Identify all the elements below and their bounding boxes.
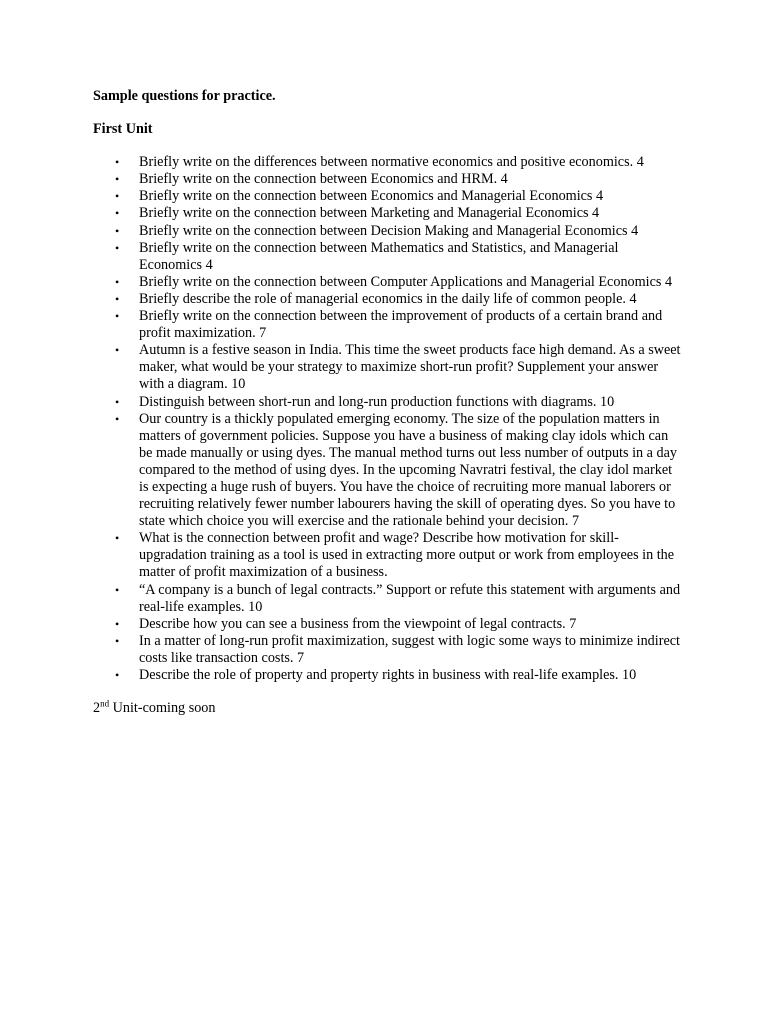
question-text: Briefly write on the connection between Computer Applications and Managerial Economics 4 — [139, 273, 673, 290]
question-list — [93, 154, 683, 684]
question-text: Distinguish between short-run and long-run production functions with diagrams. 10 — [139, 393, 615, 410]
bullet-icon: • — [115, 394, 120, 409]
question-item — [93, 240, 683, 274]
bullet-icon: • — [115, 411, 120, 426]
second-unit-note — [93, 700, 683, 717]
question-text: Briefly describe the role of managerial economics in the daily life of common people. 4 — [139, 290, 637, 307]
question-text: Briefly write on the connection between Economics and Managerial Economics 4 — [139, 188, 604, 205]
question-item — [93, 411, 683, 531]
question-text: Briefly write on the connection between Decision Making and Managerial Economics 4 — [139, 222, 639, 239]
coming-soon-text: Unit-coming soon — [109, 700, 216, 717]
question-item — [93, 582, 683, 616]
question-item — [93, 205, 683, 222]
bullet-icon: • — [115, 633, 120, 648]
question-item — [93, 616, 683, 633]
question-text: Briefly write on the connection between Mathematics and Statistics, and Managerial Economics 4 — [139, 239, 619, 273]
question-text: Our country is a thickly populated emerging economy. The size of the population matters in matters of government policies. Suppose you have a business of making clay idols which can be made manually or using dyes. The manual method turns out less number of outputs in a day compared to the method of using dyes. In the upcoming Navratri festival, the clay idol market is expecting a huge rush of buyers. You have the choice of recruiting more manual laborers or recruiting relatively fewer number labourers having the skill of operating dyes. So you have to state which choice you will exercise and the rationale behind your decision. 7 — [139, 410, 677, 530]
question-item — [93, 291, 683, 308]
document-title: Sample questions for practice. — [93, 88, 276, 104]
question-item — [93, 274, 683, 291]
unit-number: 2 — [93, 700, 101, 717]
bullet-icon: • — [115, 309, 120, 324]
question-item — [93, 394, 683, 411]
question-text: Briefly write on the connection between Marketing and Managerial Economics 4 — [139, 205, 600, 222]
question-text: Describe how you can see a business from the viewpoint of legal contracts. 7 — [139, 615, 577, 632]
bullet-icon: • — [115, 668, 120, 682]
question-item — [93, 188, 683, 205]
question-text: “A company is a bunch of legal contracts.” Support or refute this statement with arguments and real-life examples. 10 — [139, 581, 681, 615]
question-text: Briefly write on the differences between normative economics and positive economics. 4 — [139, 154, 644, 171]
unit-heading: First Unit — [93, 121, 153, 138]
ordinal-suffix: nd — [100, 698, 110, 709]
question-text: Briefly write on the connection between Economics and HRM. 4 — [139, 171, 508, 188]
question-item — [93, 342, 683, 393]
question-item — [93, 667, 683, 684]
question-item — [93, 308, 683, 342]
question-item — [93, 223, 683, 240]
bullet-icon: • — [115, 155, 120, 170]
question-item — [93, 530, 683, 581]
bullet-icon: • — [115, 343, 120, 358]
question-text: Briefly write on the connection between the improvement of products of a certain brand and profit maximization. 7 — [139, 308, 663, 342]
question-item — [93, 171, 683, 188]
bullet-icon: • — [115, 172, 120, 187]
bullet-icon: • — [115, 274, 120, 289]
question-text: What is the connection between profit and wage? Describe how motivation for skill-upgradation training as a tool is used in extracting more output or work from employees in the matter of profit maximization of a business. — [139, 530, 675, 581]
bullet-icon: • — [115, 240, 120, 255]
bullet-icon: • — [115, 223, 120, 238]
bullet-icon: • — [115, 582, 120, 597]
bullet-icon: • — [115, 291, 120, 306]
question-item — [93, 633, 683, 667]
bullet-icon: • — [115, 531, 120, 546]
document-page — [93, 88, 683, 731]
question-text: In a matter of long-run profit maximization, suggest with logic some ways to minimize indirect costs like transaction costs. 7 — [139, 632, 680, 666]
bullet-icon: • — [115, 206, 120, 221]
bullet-icon: • — [115, 189, 120, 204]
question-item — [93, 154, 683, 171]
question-text: Autumn is a festive season in India. This time the sweet products face high demand. As a sweet maker, what would be your strategy to maximize short-run profit? Supplement your answer with a diagram. 10 — [139, 342, 681, 393]
bullet-icon: • — [115, 616, 120, 631]
question-text: Describe the role of property and property rights in business with real-life examples. 10 — [139, 667, 637, 683]
